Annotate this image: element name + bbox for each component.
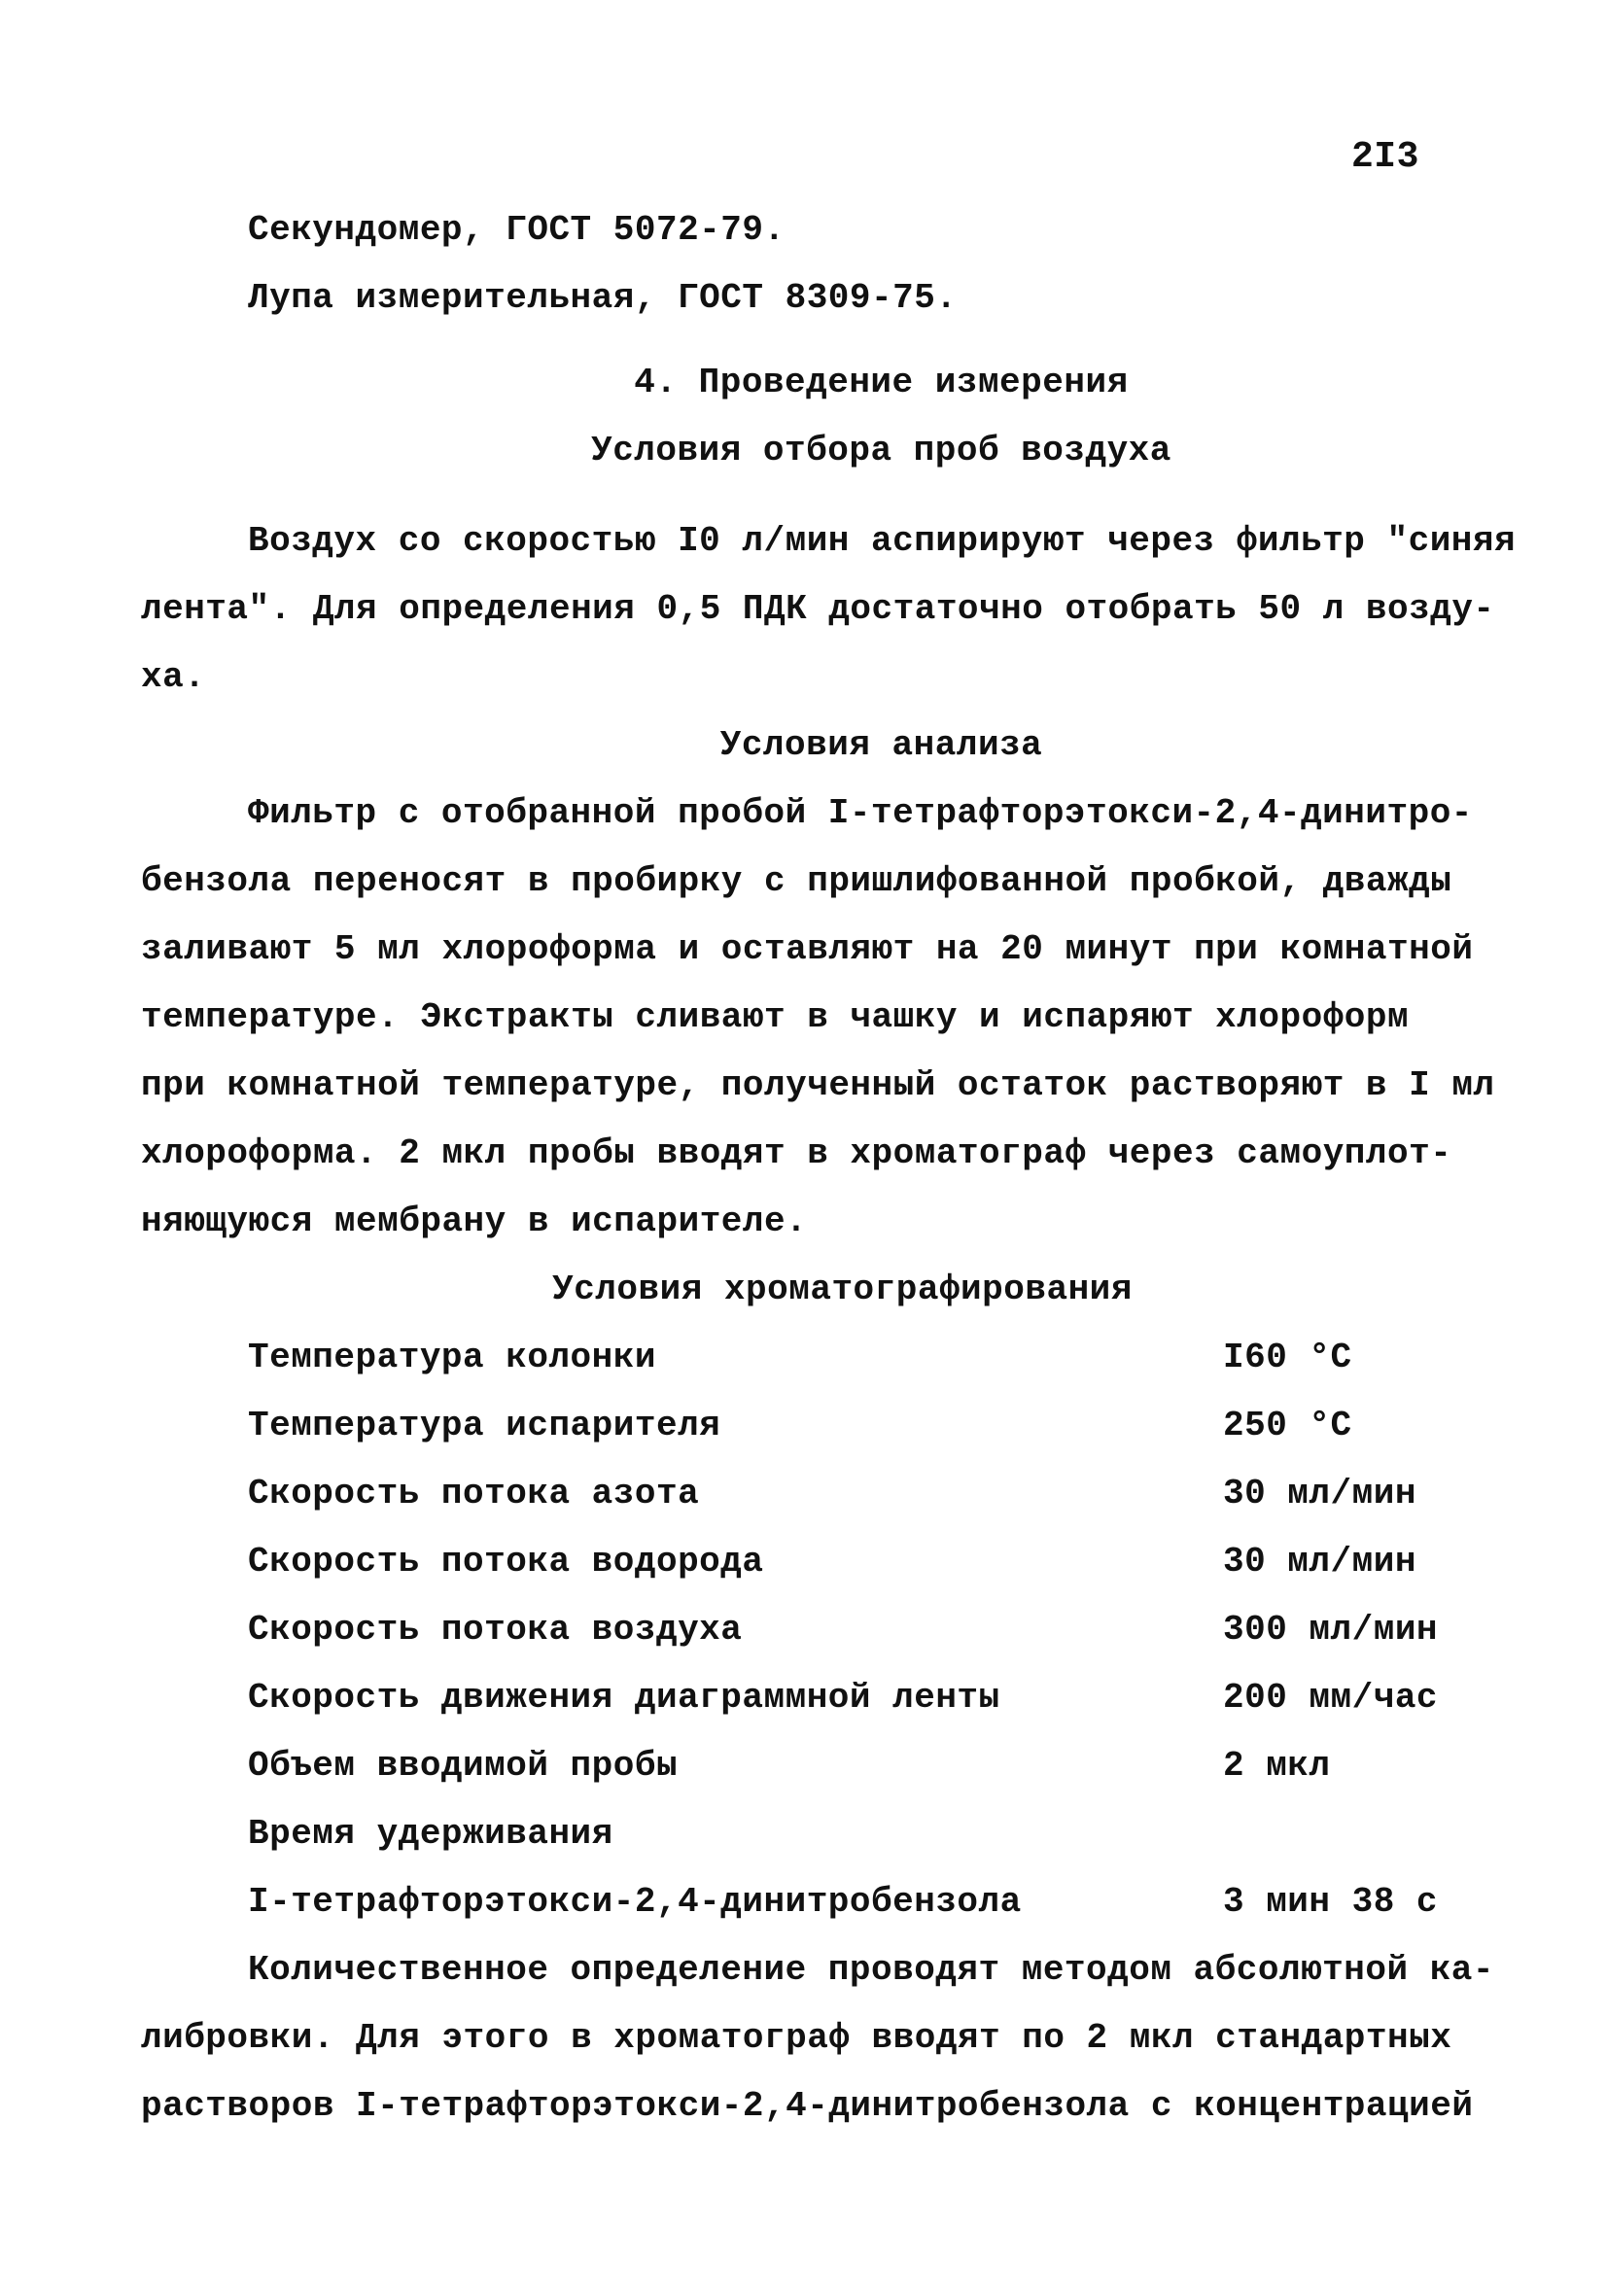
param-label: Скорость потока водорода — [248, 1542, 764, 1582]
param-value: 300 мл/мин — [1223, 1610, 1439, 1650]
param-label: Скорость потока азота — [248, 1474, 700, 1513]
param-value: 3 мин 38 с — [1223, 1882, 1439, 1922]
param-label: I-тетрафторэтокси-2,4-динитробензола — [248, 1882, 1022, 1922]
param-value: 30 мл/мин — [1223, 1542, 1416, 1582]
analysis-heading: Условия анализа — [719, 725, 1043, 765]
sampling-heading: Условия отбора проб воздуха — [591, 431, 1171, 470]
analysis-line-6: хлороформа. 2 мкл пробы вводят в хроматограф через самоуплот- — [141, 1133, 1452, 1173]
equipment-line-2: Лупа измерительная, ГОСТ 8309-75. — [248, 278, 958, 318]
param-label: Время удерживания — [248, 1814, 613, 1854]
param-label: Температура испарителя — [248, 1406, 721, 1445]
param-value: 2 мкл — [1223, 1746, 1331, 1786]
param-label: Объем вводимой пробы — [248, 1746, 679, 1786]
page-number: 2I3 — [1351, 136, 1419, 178]
analysis-line-4: температуре. Экстракты сливают в чашку и испаряют хлороформ — [141, 997, 1410, 1037]
param-label: Скорость потока воздуха — [248, 1610, 743, 1650]
sampling-line-2: лента". Для определения 0,5 ПДК достаточно отобрать 50 л возду- — [141, 589, 1495, 629]
param-value: 250 °C — [1223, 1406, 1352, 1445]
analysis-line-7: няющуюся мембрану в испарителе. — [141, 1201, 808, 1241]
sampling-line-3: ха. — [141, 657, 206, 697]
chromatography-heading: Условия хроматографирования — [552, 1270, 1133, 1309]
section-title: 4. Проведение измерения — [634, 363, 1129, 402]
analysis-line-3: заливают 5 мл хлороформа и оставляют на 20 минут при комнатной — [141, 929, 1474, 969]
analysis-line-5: при комнатной температуре, полученный остаток растворяют в I мл — [141, 1065, 1495, 1105]
param-label: Скорость движения диаграммной ленты — [248, 1678, 1000, 1718]
param-value: I60 °C — [1223, 1338, 1352, 1377]
param-value: 200 мм/час — [1223, 1678, 1439, 1718]
param-label: Температура колонки — [248, 1338, 656, 1377]
param-value: 30 мл/мин — [1223, 1474, 1416, 1513]
quantitative-line-3: растворов I-тетрафторэтокси-2,4-динитробензола с концентрацией — [141, 2086, 1474, 2126]
analysis-line-1: Фильтр с отобранной пробой I-тетрафторэтокси-2,4-динитро- — [248, 793, 1473, 833]
analysis-line-2: бензола переносят в пробирку с пришлифованной пробкой, дважды — [141, 861, 1452, 901]
equipment-line-1: Секундомер, ГОСТ 5072-79. — [248, 210, 786, 250]
quantitative-line-2: либровки. Для этого в хроматограф вводят по 2 мкл стандартных — [141, 2018, 1452, 2058]
quantitative-line-1: Количественное определение проводят методом абсолютной ка- — [248, 1950, 1495, 1990]
sampling-line-1: Воздух со скоростью I0 л/мин аспирируют через фильтр "синяя — [248, 521, 1517, 561]
